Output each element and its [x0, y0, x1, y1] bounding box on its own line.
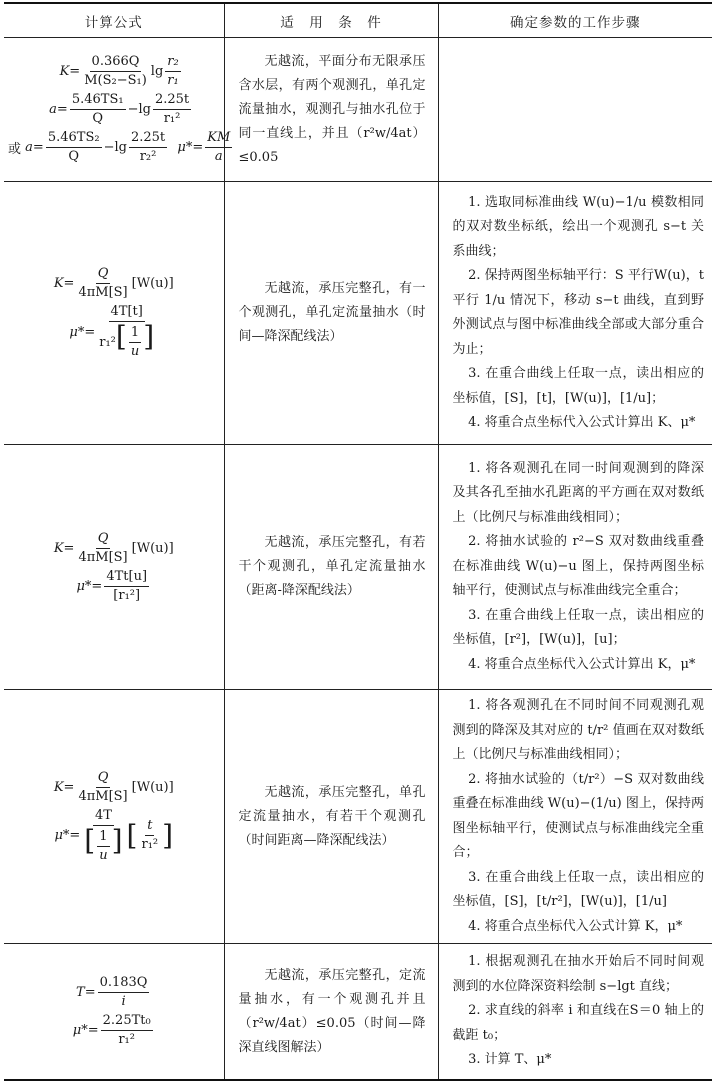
table-row [4, 38, 712, 182]
table-row [4, 445, 712, 690]
formula-k: K = $\frac{0.366Q}{\text{M(S₂−S₁)}}$ lg $\frac{\text{r₂}}{\text{r₁}}$ [59, 54, 179, 88]
condition-cell: 无越流，承压完整孔，有若干个观测孔，单孔定流量抽水（距离-降深配线法） [224, 445, 438, 690]
step-item: 1. 根据观测孔在抽水开始后不同时间观测到的水位降深资料绘制 s−lgt 直线； [452, 954, 704, 994]
condition-cell: 无越流，承压完整孔，定流量抽水，有一个观测孔并且（r²w/4at）≤0.05（时间—降深直线图解法） [224, 944, 438, 1081]
formula-t: T = $\frac{0.183Q}{i}$ [76, 975, 148, 1009]
header-formula: 计算公式 [4, 3, 224, 38]
formula-a1: a = $\frac{\text{5.46TS₁}}{Q}$ −lg $\frac{2.25t}{\text{r₁²}}$ [49, 92, 190, 126]
formula-k: K = $\frac{Q}{4\pi M[S]}$ [W(u)] [53, 530, 174, 565]
step-item: 3. 在重合曲线上任取一点，读出相应的坐标值，[r²]，[W(u)]，[u]； [452, 607, 704, 648]
step-item: 4. 将重合点坐标代入公式计算出 K，μ* [468, 656, 696, 672]
condition-cell: 无越流，承压完整孔，有一个观测孔，单孔定流量抽水（时间—降深配线法） [224, 182, 438, 445]
header-row [4, 3, 712, 38]
steps-cell [438, 690, 712, 944]
step-item: 3. 在重合曲线上任取一点，读出相应的坐标值，[S]，[t]，[W(u)]，[1/u]； [452, 366, 704, 406]
table-row [4, 944, 712, 1081]
steps-cell [438, 445, 712, 690]
step-item: 1. 将各观测孔在不同时间不同观测孔观测到的降深及其对应的 t/r² 值画在双对数纸上（比例尺与标准曲线相同）； [452, 698, 704, 762]
formula-cell [4, 38, 231, 182]
formula-mu: μ* = 4T[t] r₁²[ $\frac{1}{u}$ ] [69, 304, 155, 359]
formula-cell [4, 445, 224, 690]
steps-cell [438, 182, 712, 445]
table-row [4, 690, 712, 944]
step-item: 2. 将抽水试验的（t/r²）−S 双对数曲线重叠在标准曲线 W(u)−(1/u) 图上，保持两图坐标轴平行，使测试点与标准曲线完全重合； [452, 771, 704, 860]
formula-mu: μ* = 4T [ $\frac{1}{u}$ ] [ $\frac{t}{\text{r₁²}}$ ] [54, 807, 174, 863]
formula-cell [4, 944, 224, 1081]
step-item: 2. 保持两图坐标轴平行：S 平行W(u)，t 平行 1/u 情况下，移动 s−t 曲线，直到野外测试点与图中标准曲线全部或大部分重合为止； [452, 268, 704, 357]
step-item: 2. 求直线的斜率 i 和直线在S＝0 轴上的截距 t₀； [452, 1003, 704, 1043]
condition-cell: 无越流，承压完整孔，单孔定流量抽水，有若干个观测孔（时间距离—降深配线法） [224, 690, 438, 944]
formula-cell [4, 690, 224, 944]
formula-mu: μ* = $\frac{4Tt[u]}{\text{[r₁²]}}$ [76, 568, 148, 603]
step-item: 4. 将重合点坐标代入公式计算 K，μ* [468, 918, 683, 934]
formula-mu: μ* = $\frac{\text{2.25Tt₀}}{\text{r₁²}}$ [72, 1013, 151, 1047]
step-item: 3. 计算 T、μ* [468, 1052, 552, 1068]
formula-cell [4, 182, 224, 445]
condition-cell: 无越流，平面分布无限承压含水层，有两个观测孔，单孔定流量抽水，观测孔与抽水孔位于同一直线上，并且（r²w/4at）≤0.05 [224, 38, 438, 182]
step-item: 1. 选取同标准曲线 W(u)−1/u 模数相同的双对数坐标纸，绘出一个观测孔 s−t 关系曲线； [452, 194, 704, 259]
table-row [4, 182, 712, 445]
step-item: 4. 将重合点坐标代入公式计算出 K、μ* [468, 415, 696, 430]
steps-cell [438, 38, 712, 182]
parameter-table [4, 2, 712, 1081]
steps-cell [438, 944, 712, 1081]
formula-a2: 或 a = $\frac{\text{5.46TS₂}}{Q}$ −lg $\frac{2.25t}{\text{r₂²}}$ μ* = $\frac{KM}{a}$ [8, 130, 231, 164]
formula-k: K = $\frac{Q}{4\pi M[S]}$ [W(u)] [53, 266, 174, 300]
header-condition: 适 用 条 件 [224, 3, 438, 38]
header-steps: 确定参数的工作步骤 [438, 3, 712, 38]
step-item: 1. 将各观测孔在同一时间观测到的降深及其各孔至抽水孔距离的平方画在双对数纸上（比例尺与标准曲线相同）； [452, 460, 704, 525]
step-item: 3. 在重合曲线上任取一点，读出相应的坐标值，[S]，[t/r²]，[W(u)]，[1/u] [452, 869, 704, 909]
step-item: 2. 将抽水试验的 r²−S 双对数曲线重叠在标准曲线 W(u)−u 图上，保持两图坐标轴平行，使测试点与标准曲线完全重合； [452, 534, 704, 599]
formula-k: K = $\frac{Q}{4\pi M[S]}$ [W(u)] [53, 769, 174, 804]
